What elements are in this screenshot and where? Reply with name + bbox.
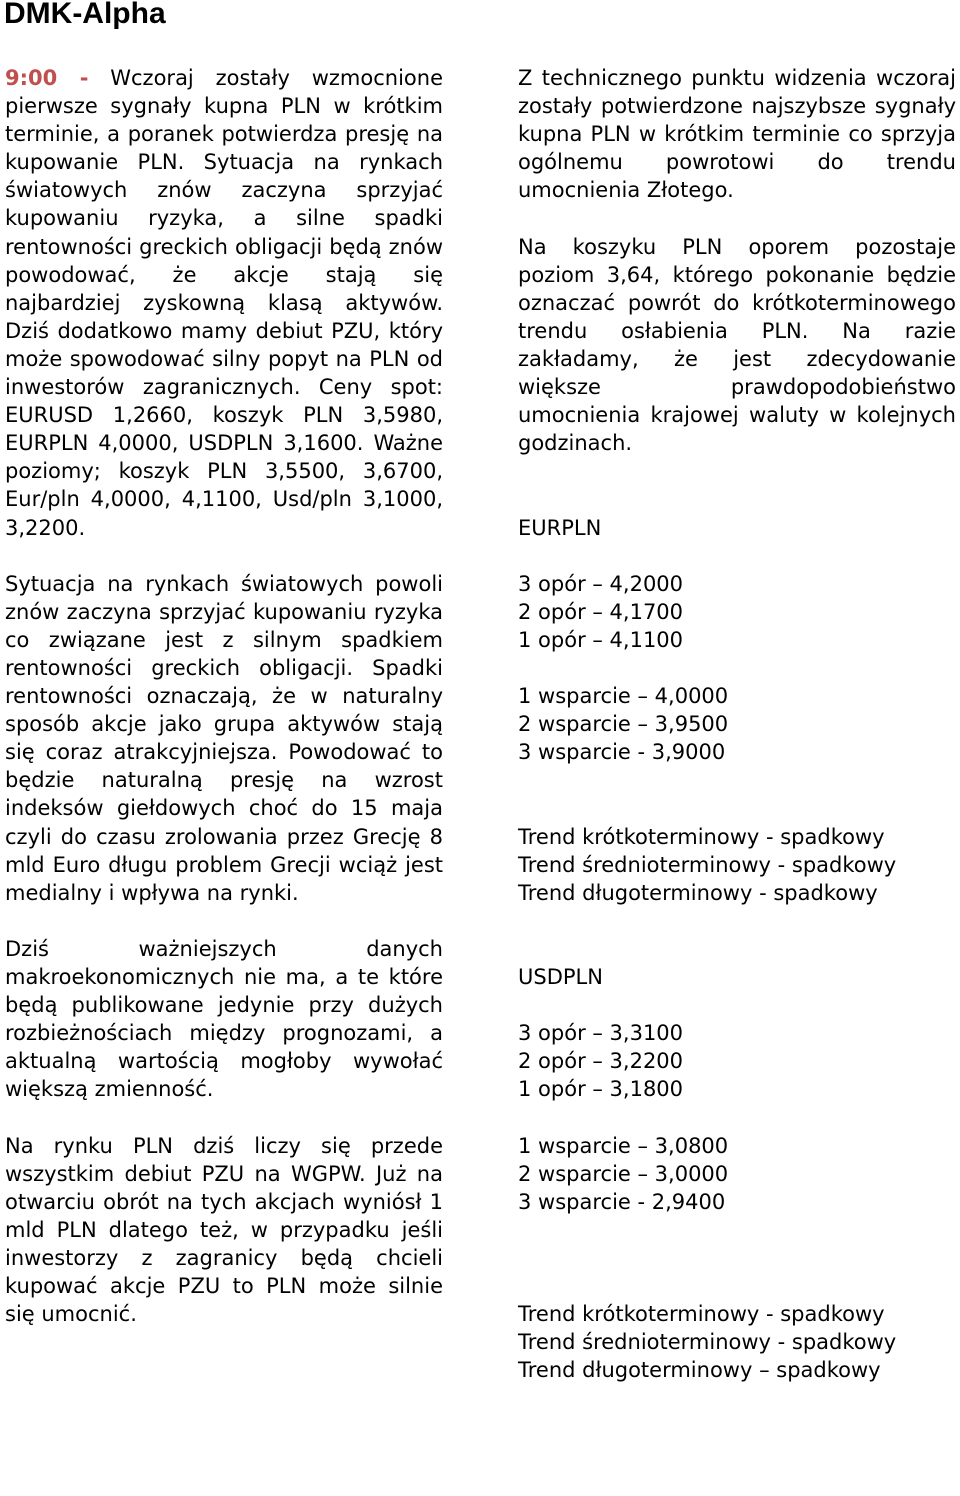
usdpln-resistance-3: 3 opór – 3,3100 [518,1021,684,1046]
usdpln-support-3: 3 wsparcie - 2,9400 [518,1189,726,1214]
basket-paragraph: Na koszyku PLN oporem pozostaje poziom 3,64, którego pokonanie będzie oznaczać powrót do krótkoterminowego trendu osłabienia PLN. Na razie zakładamy, że jest zdecydowanie większe prawdopodobieństwo umocnienia krajowej waluty w kolejnych godzinach. [518,234,956,456]
eurpln-section [518,514,956,907]
usdpln-support-1: 1 wsparcie – 3,0800 [518,1133,729,1158]
usdpln-section [518,963,956,1384]
eurpln-trend-medium: Trend średnioterminowy - spadkowy [518,852,897,877]
eurpln-heading: EURPLN [518,515,602,540]
eurpln-support-3: 3 wsparcie - 3,9000 [518,740,726,765]
usdpln-trend-medium: Trend średnioterminowy - spadkowy [518,1330,897,1355]
usdpln-resistance-2: 2 opór – 3,2200 [518,1049,684,1074]
usdpln-trend-long: Trend długoterminowy – spadkowy [518,1358,881,1383]
right-column [518,64,956,1384]
eurpln-trend-short: Trend krótkoterminowy - spadkowy [518,824,885,849]
market-situation-paragraph: Sytuacja na rynkach światowych powoli znów zaczyna sprzyjać kupowaniu ryzyka co związane jest z silnym spadkiem rentowności greckich obligacji. Spadki rentowności oznaczają, że w naturalny sposób akcje jako grupa aktywów stają się coraz atrakcyjniejsza. Powodować to będzie naturalną presję na wzrost indeksów giełdowych choć do 15 maja czyli do czasu zrolowania przez Grecję 8 mld Euro długu problem Grecji wciąż jest medialny i wpływa na rynki. [5,571,443,905]
eurpln-support-1: 1 wsparcie – 4,0000 [518,684,729,709]
eurpln-resistance-3: 3 opór – 4,2000 [518,571,684,596]
usdpln-support-2: 2 wsparcie – 3,0000 [518,1161,729,1186]
usdpln-resistance-1: 1 opór – 3,1800 [518,1077,684,1102]
left-column [5,64,443,1356]
intro-text: Wczoraj zostały wzmocnione pierwsze sygnały kupna PLN w krótkim terminie, a poranek potwierdza presję na kupowanie PLN. Sytuacja na rynkach światowych znów zaczyna sprzyjać kupowaniu ryzyka, a silne spadki rentowności greckich obligacji będą znów powodować, że akcje stają się najbardziej zyskowną klasą aktywów. Dziś dodatkowo mamy debiut PZU, który może spowodować silny popyt na PLN od inwestorów zagranicznych. Ceny spot: EURUSD 1,2660, koszyk PLN 3,5980, EURPLN 4,0000, USDPLN 3,1600. Ważne poziomy; koszyk PLN 3,5500, 3,6700, Eur/pln 4,0000, 4,1100, Usd/pln 3,1000, 3,2200. [5,66,443,540]
intro-time: 9:00 - [5,66,89,90]
eurpln-resistance-2: 2 opór – 4,1700 [518,599,684,624]
macro-data-paragraph: Dziś ważniejszych danych makroekonomicznych nie ma, a te które będą publikowane jedynie przy dużych rozbieżnościach między prognozami, a aktualną wartością mogłoby wywołać większą zmienność. [5,936,443,1102]
eurpln-trend-long: Trend długoterminowy - spadkowy [518,880,878,905]
technical-paragraph: Z technicznego punktu widzenia wczoraj zostały potwierdzone najszybsze sygnały kupna PLN w krótkim terminie co sprzyja ogólnemu powrotowi do trendu umocnienia Złotego. [518,66,956,203]
page-title: DMK-Alpha [4,0,166,30]
intro-paragraph [5,64,443,542]
eurpln-resistance-1: 1 opór – 4,1100 [518,627,684,652]
usdpln-heading: USDPLN [518,965,603,989]
usdpln-trend-short: Trend krótkoterminowy - spadkowy [518,1302,885,1327]
pln-market-paragraph: Na rynku PLN dziś liczy się przede wszystkim debiut PZU na WGPW. Już na otwarciu obrót na tych akcjach wyniósł 1 mld PLN dlatego też, w przypadku jeśli inwestorzy z zagranicy będą chcieli kupować akcje PZU to PLN może silnie się umocnić. [5,1133,443,1327]
eurpln-support-2: 2 wsparcie – 3,9500 [518,712,729,737]
